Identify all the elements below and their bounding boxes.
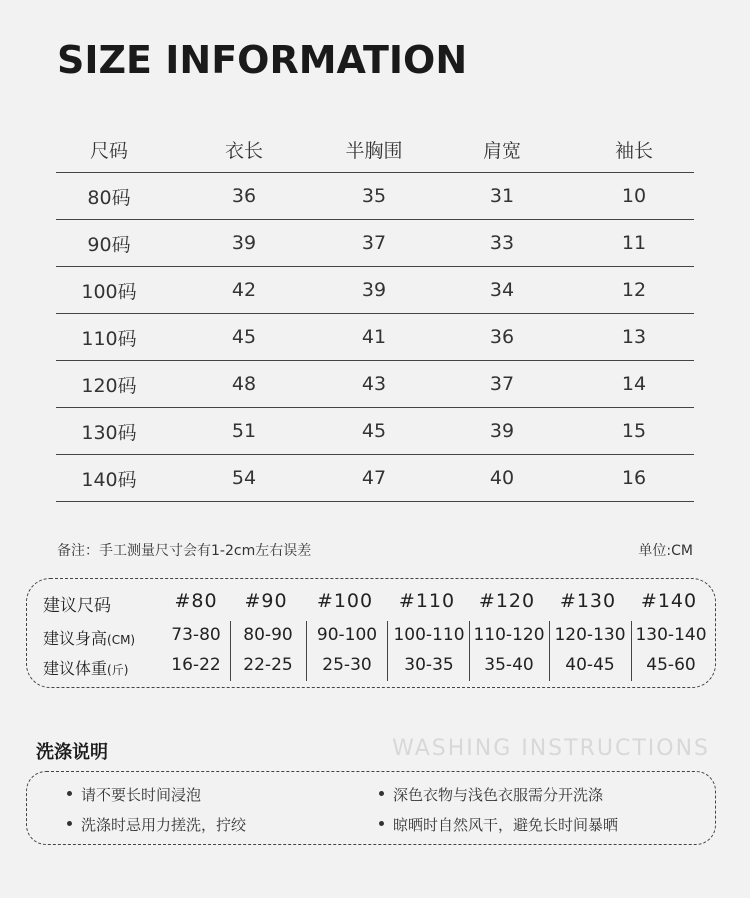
- table-cell: 15: [621, 420, 647, 442]
- table-cell: 90码: [87, 233, 131, 256]
- size-code: #110: [398, 590, 456, 612]
- table-cell: 45: [231, 326, 257, 348]
- table-cell: 12: [621, 279, 647, 301]
- height-range: 110-120: [473, 625, 545, 645]
- header-cell: 衣长: [224, 139, 263, 162]
- table-row: [56, 361, 694, 408]
- weight-range: 25-30: [322, 655, 372, 675]
- bullet-icon: [67, 791, 72, 796]
- table-row: [56, 173, 694, 220]
- washing-item: [379, 814, 618, 835]
- header-cell: 尺码: [89, 139, 128, 162]
- height-range: 73-80: [171, 625, 221, 645]
- column-divider: [306, 621, 307, 681]
- table-cell: 34: [489, 279, 515, 301]
- table-cell: 54: [231, 467, 257, 489]
- washing-box: [26, 771, 716, 845]
- weight-range: 22-25: [243, 655, 293, 675]
- table-cell: 47: [361, 467, 387, 489]
- table-cell: 39: [489, 420, 515, 442]
- washing-item-text: 洗涤时忌用力搓洗，拧绞: [81, 816, 247, 834]
- table-cell: 14: [621, 373, 647, 395]
- recommend-weight-label: [43, 656, 128, 679]
- washing-title-en: WASHING INSTRUCTIONS: [392, 736, 710, 761]
- weight-unit: (斤): [107, 663, 129, 677]
- bullet-icon: [379, 821, 384, 826]
- weight-range: 45-60: [646, 655, 696, 675]
- table-row: [56, 314, 694, 361]
- table-cell: 10: [621, 185, 647, 207]
- column-divider: [549, 621, 550, 681]
- measurement-note: 备注：手工测量尺寸会有1-2cm左右误差: [57, 543, 312, 559]
- table-cell: 16: [621, 467, 647, 489]
- table-cell: 40: [489, 467, 515, 489]
- table-cell: 13: [621, 326, 647, 348]
- washing-item: [67, 784, 201, 805]
- weight-range: 16-22: [171, 655, 221, 675]
- table-row: [56, 455, 694, 502]
- washing-item-text: 晾晒时自然风干，避免长时间暴晒: [393, 816, 619, 834]
- size-code: #120: [478, 590, 536, 612]
- column-divider: [387, 621, 388, 681]
- weight-range: 35-40: [484, 655, 534, 675]
- height-range: 100-110: [393, 625, 465, 645]
- column-divider: [469, 621, 470, 681]
- recommend-height-label: [43, 626, 135, 649]
- unit-label: 单位:CM: [638, 543, 693, 559]
- size-code: #90: [244, 590, 288, 612]
- height-label-text: 建议身高: [43, 629, 108, 648]
- size-code: #80: [174, 590, 218, 612]
- header-cell: 袖长: [614, 139, 653, 162]
- washing-title: 洗涤说明: [36, 742, 108, 763]
- size-code: #130: [559, 590, 617, 612]
- page-title: SIZE INFORMATION: [57, 38, 468, 82]
- column-divider: [631, 621, 632, 681]
- bullet-icon: [379, 791, 384, 796]
- size-code: #100: [316, 590, 374, 612]
- table-cell: 31: [489, 185, 515, 207]
- table-cell: 100码: [81, 280, 137, 303]
- table-cell: 33: [489, 232, 515, 254]
- table-cell: 37: [361, 232, 387, 254]
- table-row: [56, 408, 694, 455]
- washing-item-text: 请不要长时间浸泡: [81, 786, 202, 804]
- table-cell: 130码: [81, 421, 137, 444]
- table-cell: 43: [361, 373, 387, 395]
- table-row: [56, 220, 694, 267]
- table-row: [56, 267, 694, 314]
- table-cell: 80码: [87, 186, 131, 209]
- table-cell: 51: [231, 420, 257, 442]
- table-cell: 37: [489, 373, 515, 395]
- height-range: 120-130: [554, 625, 626, 645]
- weight-range: 40-45: [565, 655, 615, 675]
- size-table-header: [56, 126, 694, 173]
- weight-label-text: 建议体重: [43, 659, 108, 678]
- height-range: 90-100: [316, 625, 378, 645]
- recommend-size-label: 建议尺码: [43, 596, 111, 616]
- recommendation-box: [26, 578, 716, 688]
- table-cell: 110码: [81, 327, 137, 350]
- header-cell: 半胸围: [345, 139, 403, 162]
- table-cell: 45: [361, 420, 387, 442]
- table-cell: 41: [361, 326, 387, 348]
- table-cell: 11: [621, 232, 647, 254]
- size-table: [56, 126, 694, 502]
- table-cell: 120码: [81, 374, 137, 397]
- washing-item: [67, 814, 246, 835]
- table-cell: 39: [231, 232, 257, 254]
- weight-range: 30-35: [404, 655, 454, 675]
- column-divider: [230, 621, 231, 681]
- table-cell: 48: [231, 373, 257, 395]
- washing-item-text: 深色衣物与浅色衣服需分开洗涤: [393, 786, 604, 804]
- bullet-icon: [67, 821, 72, 826]
- height-range: 80-90: [243, 625, 293, 645]
- header-cell: 肩宽: [482, 139, 521, 162]
- height-unit: (CM): [107, 633, 136, 647]
- size-code: #140: [640, 590, 698, 612]
- table-cell: 140码: [81, 468, 137, 491]
- table-cell: 36: [231, 185, 257, 207]
- table-cell: 42: [231, 279, 257, 301]
- washing-item: [379, 784, 603, 805]
- height-range: 130-140: [635, 625, 707, 645]
- table-cell: 35: [361, 185, 387, 207]
- table-cell: 39: [361, 279, 387, 301]
- table-cell: 36: [489, 326, 515, 348]
